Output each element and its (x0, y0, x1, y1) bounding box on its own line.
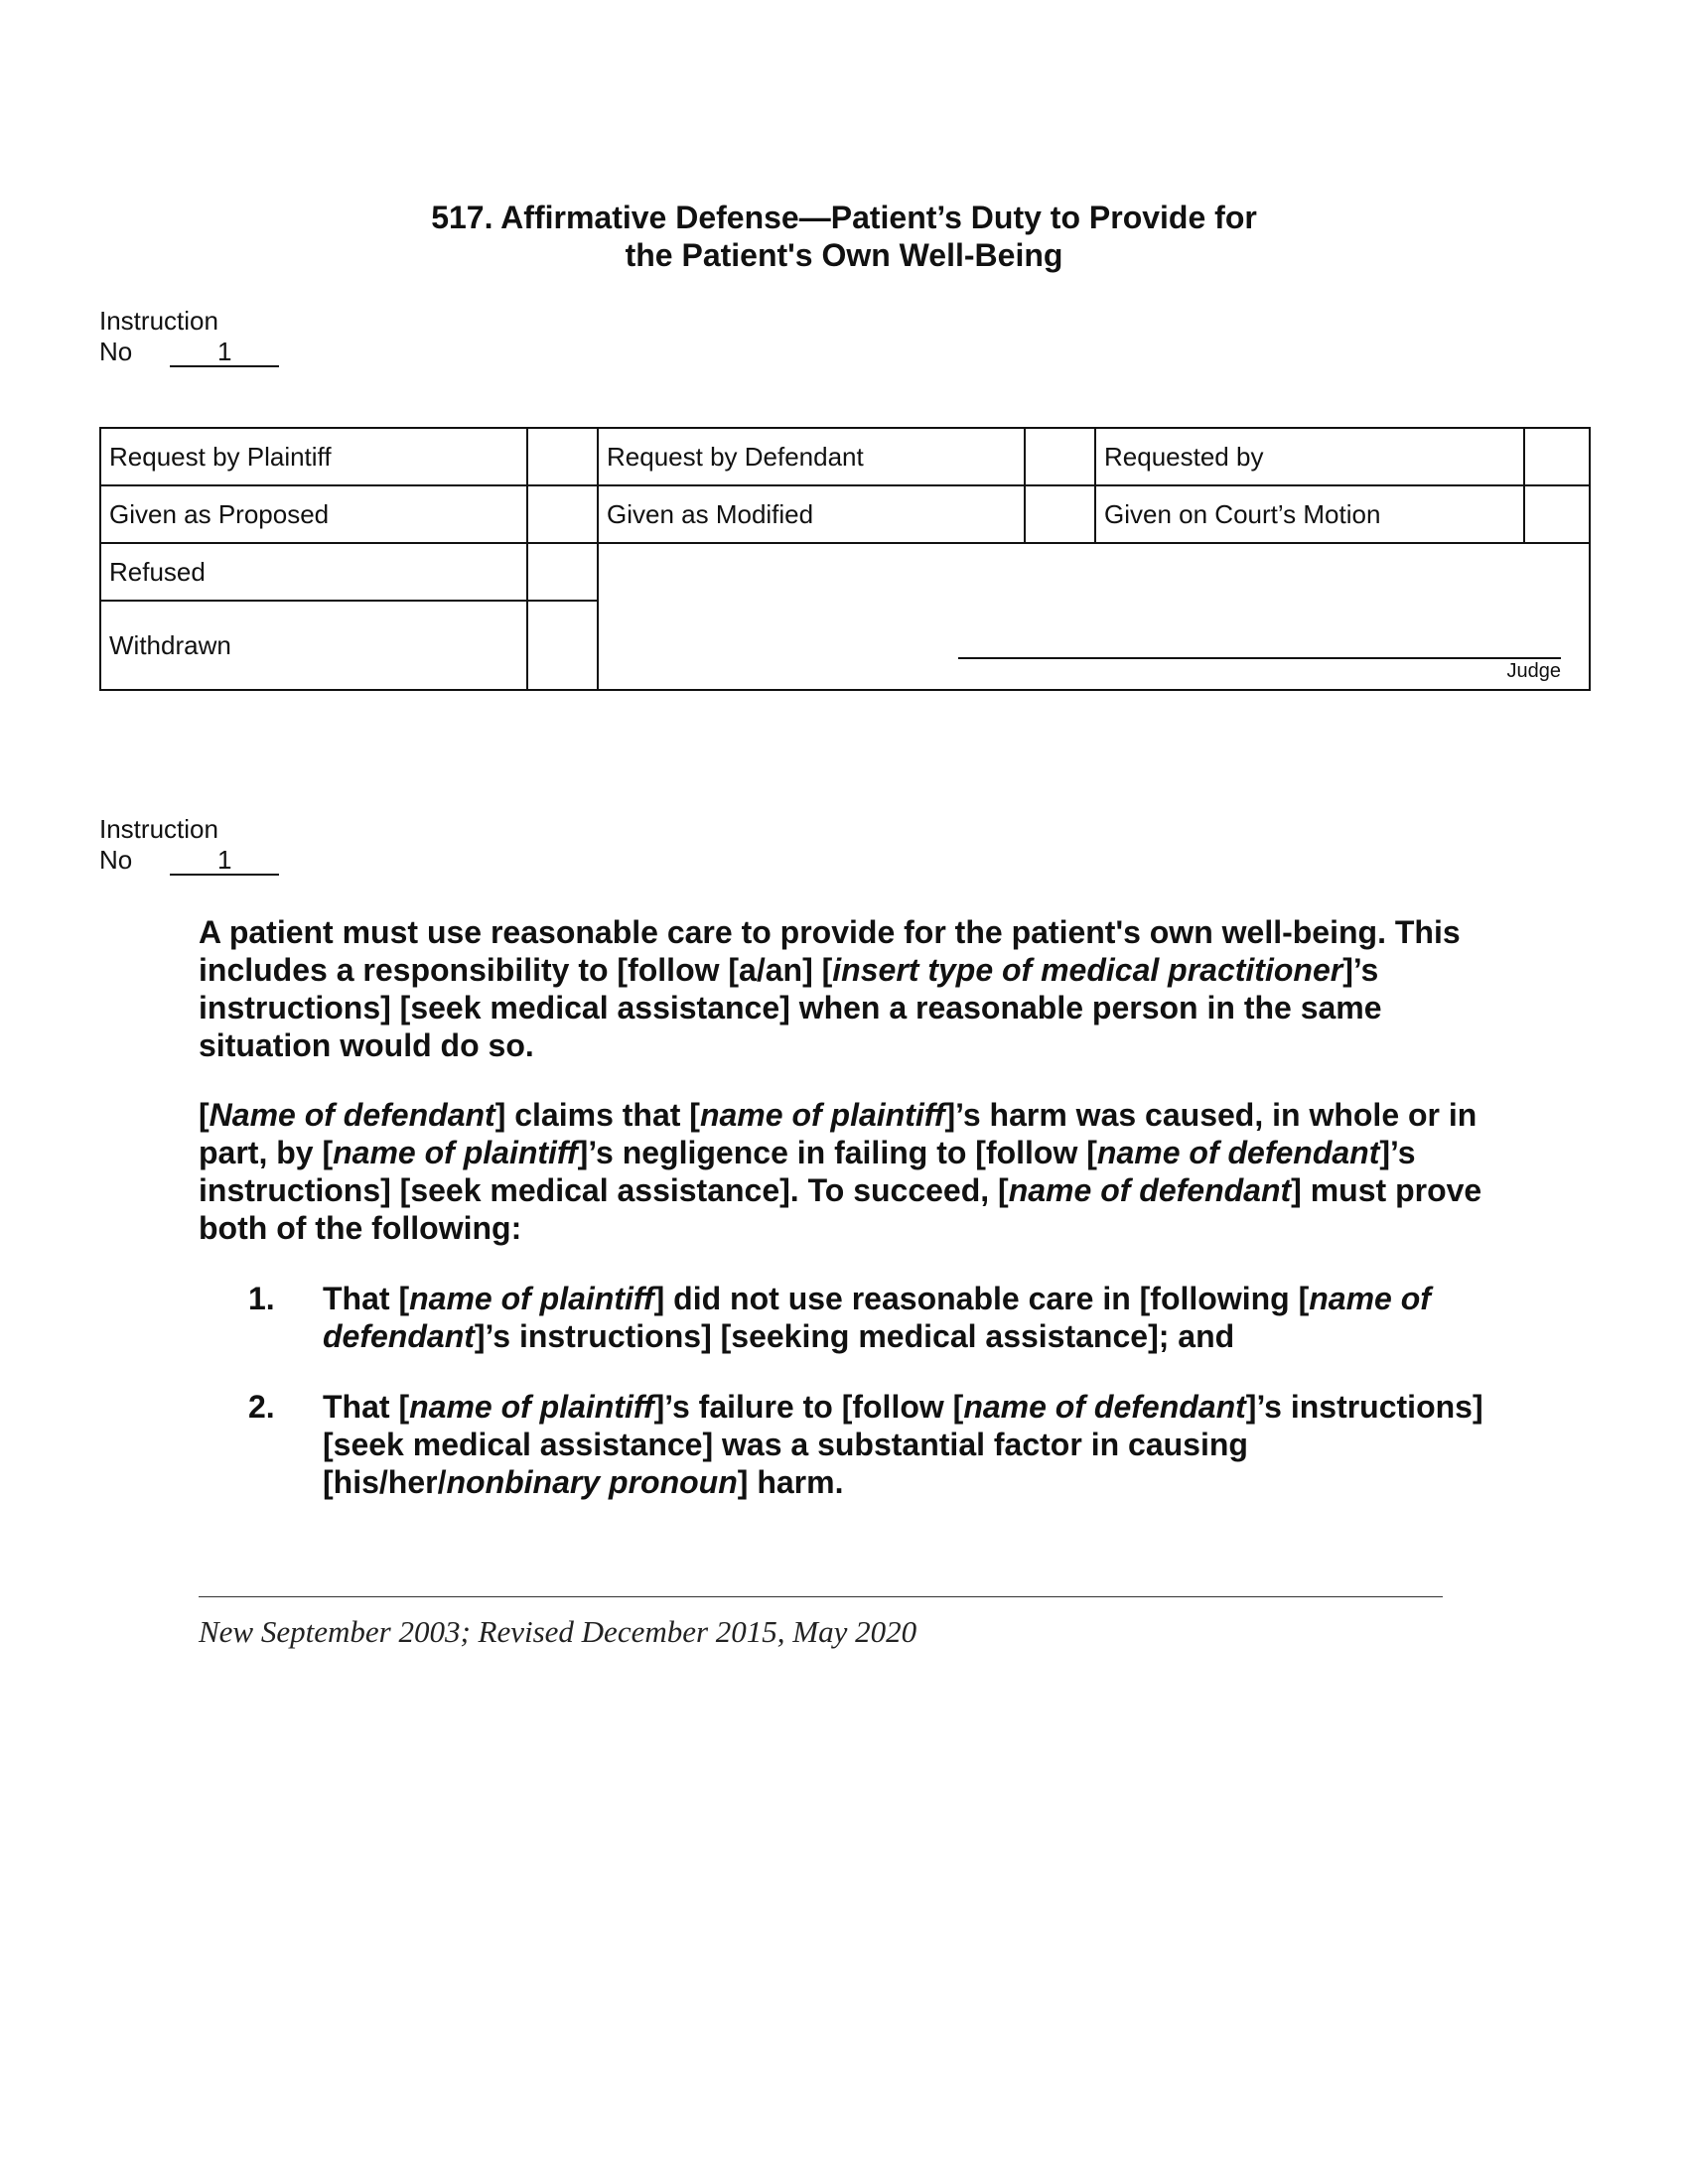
given-proposed-checkbox[interactable] (527, 485, 598, 543)
judge-label: Judge (1506, 660, 1561, 682)
request-plaintiff-label: Request by Plaintiff (100, 428, 527, 485)
text-span: ]’s instructions] [seek medical assistance]. To succeed, [ (199, 1135, 1416, 1208)
judge-signature-area (598, 543, 1590, 690)
title-line-2: the Patient's Own Well-Being (625, 237, 1063, 273)
instruction-label: Instruction (99, 814, 218, 844)
instruction-number-body (99, 814, 279, 876)
instruction-title (0, 199, 1688, 274)
refused-checkbox[interactable] (527, 543, 598, 601)
text-span: A patient must use reasonable care to provide for the patient's own well-being. This includes a responsibility to [follow [a/an] [ (199, 914, 1461, 988)
placeholder-text: Name of defendant (209, 1097, 495, 1133)
withdrawn-checkbox[interactable] (527, 601, 598, 690)
text-span: ]’s instructions] [seeking medical assistance]; and (474, 1318, 1235, 1354)
text-span: ] harm. (737, 1464, 844, 1500)
placeholder-text: name of defendant (1008, 1172, 1292, 1208)
no-label: No (99, 337, 133, 366)
requested-by-label: Requested by (1095, 428, 1524, 485)
text-span: ] did not use reasonable care in [following [ (653, 1281, 1310, 1316)
text-span: ]’s harm was caused, in whole or in part, by [ (199, 1097, 1477, 1170)
instruction-number: 1 (170, 338, 279, 367)
instruction-paragraph-2 (199, 1096, 1489, 1247)
text-span: ] claims that [ (494, 1097, 700, 1133)
revision-history: New September 2003; Revised December 2015, May 2020 (199, 1614, 917, 1649)
item-number: 1. (248, 1281, 275, 1316)
requested-by-checkbox[interactable] (1524, 428, 1590, 485)
item-number: 2. (248, 1389, 275, 1425)
placeholder-text: name of plaintiff (409, 1389, 654, 1425)
placeholder-text: name of plaintiff (699, 1097, 945, 1133)
text-span: ] must prove both of the following: (199, 1172, 1482, 1246)
text-span: ]’s instructions] [seek medical assistance] when a reasonable person in the same situation would do so. (199, 952, 1382, 1063)
instruction-disposition-table (99, 427, 1591, 691)
given-modified-checkbox[interactable] (1025, 485, 1095, 543)
no-label: No (99, 845, 133, 875)
text-span: ]’s failure to [follow [ (653, 1389, 964, 1425)
given-modified-label: Given as Modified (598, 485, 1025, 543)
request-plaintiff-checkbox[interactable] (527, 428, 598, 485)
given-court-label: Given on Court’s Motion (1095, 485, 1524, 543)
instruction-paragraph-1 (199, 913, 1489, 1064)
placeholder-text: name of defendant (963, 1389, 1246, 1425)
text-span: That [ (323, 1281, 410, 1316)
given-court-checkbox[interactable] (1524, 485, 1590, 543)
text-span: ]’s negligence in failing to [follow [ (577, 1135, 1097, 1170)
history-divider (199, 1596, 1443, 1597)
request-defendant-label: Request by Defendant (598, 428, 1025, 485)
placeholder-text: name of defendant (1096, 1135, 1380, 1170)
placeholder-text: name of defendant (323, 1281, 1431, 1354)
refused-label: Refused (100, 543, 527, 601)
placeholder-text: insert type of medical practitioner (832, 952, 1343, 988)
text-span: [ (199, 1097, 210, 1133)
judge-signature-line[interactable] (958, 657, 1561, 659)
title-line-1: 517. Affirmative Defense—Patient’s Duty to Provide for (431, 200, 1257, 235)
instruction-number: 1 (170, 846, 279, 876)
given-proposed-label: Given as Proposed (100, 485, 527, 543)
request-defendant-checkbox[interactable] (1025, 428, 1095, 485)
placeholder-text: name of plaintiff (333, 1135, 578, 1170)
text-span: That [ (323, 1389, 410, 1425)
placeholder-text: name of plaintiff (409, 1281, 654, 1316)
withdrawn-label: Withdrawn (100, 601, 527, 690)
instruction-label: Instruction (99, 306, 218, 336)
instruction-number-header (99, 306, 279, 367)
placeholder-text: nonbinary pronoun (446, 1464, 738, 1500)
text-span: ]’s instructions] [seek medical assistance] was a substantial factor in causing [his/her/ (323, 1389, 1483, 1500)
